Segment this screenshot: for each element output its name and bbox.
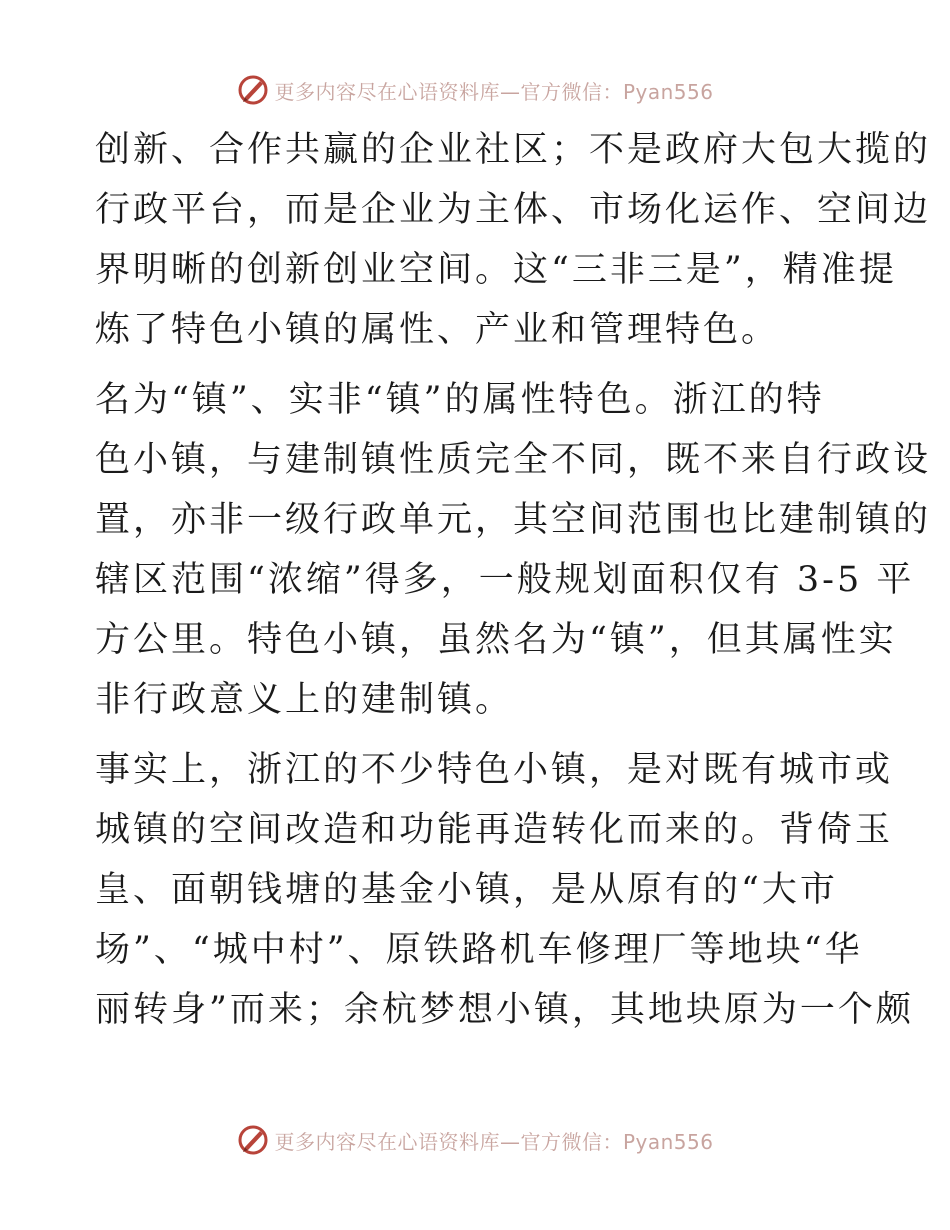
pen-logo-icon: [236, 73, 270, 107]
document-body: [95, 120, 932, 1050]
text-line: 置，亦非一级行政单元，其空间范围也比建制镇的: [95, 500, 932, 540]
text-line: 行政平台，而是企业为主体、市场化运作、空间边: [95, 190, 932, 230]
text-line: 事实上，浙江的不少特色小镇，是对既有城市或: [95, 750, 894, 790]
paragraph-3: [95, 740, 914, 1040]
text-line: 炼了特色小镇的属性、产业和管理特色。: [95, 310, 780, 350]
text-line: 名为“镇”、实非“镇”的属性特色。浙江的特: [95, 380, 825, 420]
text-line: 色小镇，与建制镇性质完全不同，既不来自行政设: [95, 440, 932, 480]
paragraph-1: [95, 120, 932, 360]
text-line: 城镇的空间改造和功能再造转化而来的。背倚玉: [95, 810, 894, 850]
header-watermark: [0, 70, 950, 110]
paragraph-2: [95, 370, 932, 730]
text-line: 界明晰的创新创业空间。这“三非三是”，精准提: [95, 250, 897, 290]
footer-watermark: [0, 1120, 950, 1160]
pen-logo-icon: [236, 1123, 270, 1157]
text-line: 创新、合作共赢的企业社区；不是政府大包大揽的: [95, 130, 932, 170]
text-line: 皇、面朝钱塘的基金小镇，是从原有的“大市: [95, 870, 838, 910]
banner-text: 更多内容尽在心语资料库—官方微信：Pyan556: [274, 79, 714, 104]
text-line: 非行政意义上的建制镇。: [95, 680, 514, 720]
text-line: 丽转身”而来；余杭梦想小镇，其地块原为一个颇: [95, 990, 914, 1030]
text-line: 场”、“城中村”、原铁路机车修理厂等地块“华: [95, 930, 863, 970]
banner-text: 更多内容尽在心语资料库—官方微信：Pyan556: [274, 1129, 714, 1154]
text-line: 辖区范围“浓缩”得多，一般规划面积仅有 3-5 平: [95, 560, 915, 600]
text-line: 方公里。特色小镇，虽然名为“镇”，但其属性实: [95, 620, 897, 660]
